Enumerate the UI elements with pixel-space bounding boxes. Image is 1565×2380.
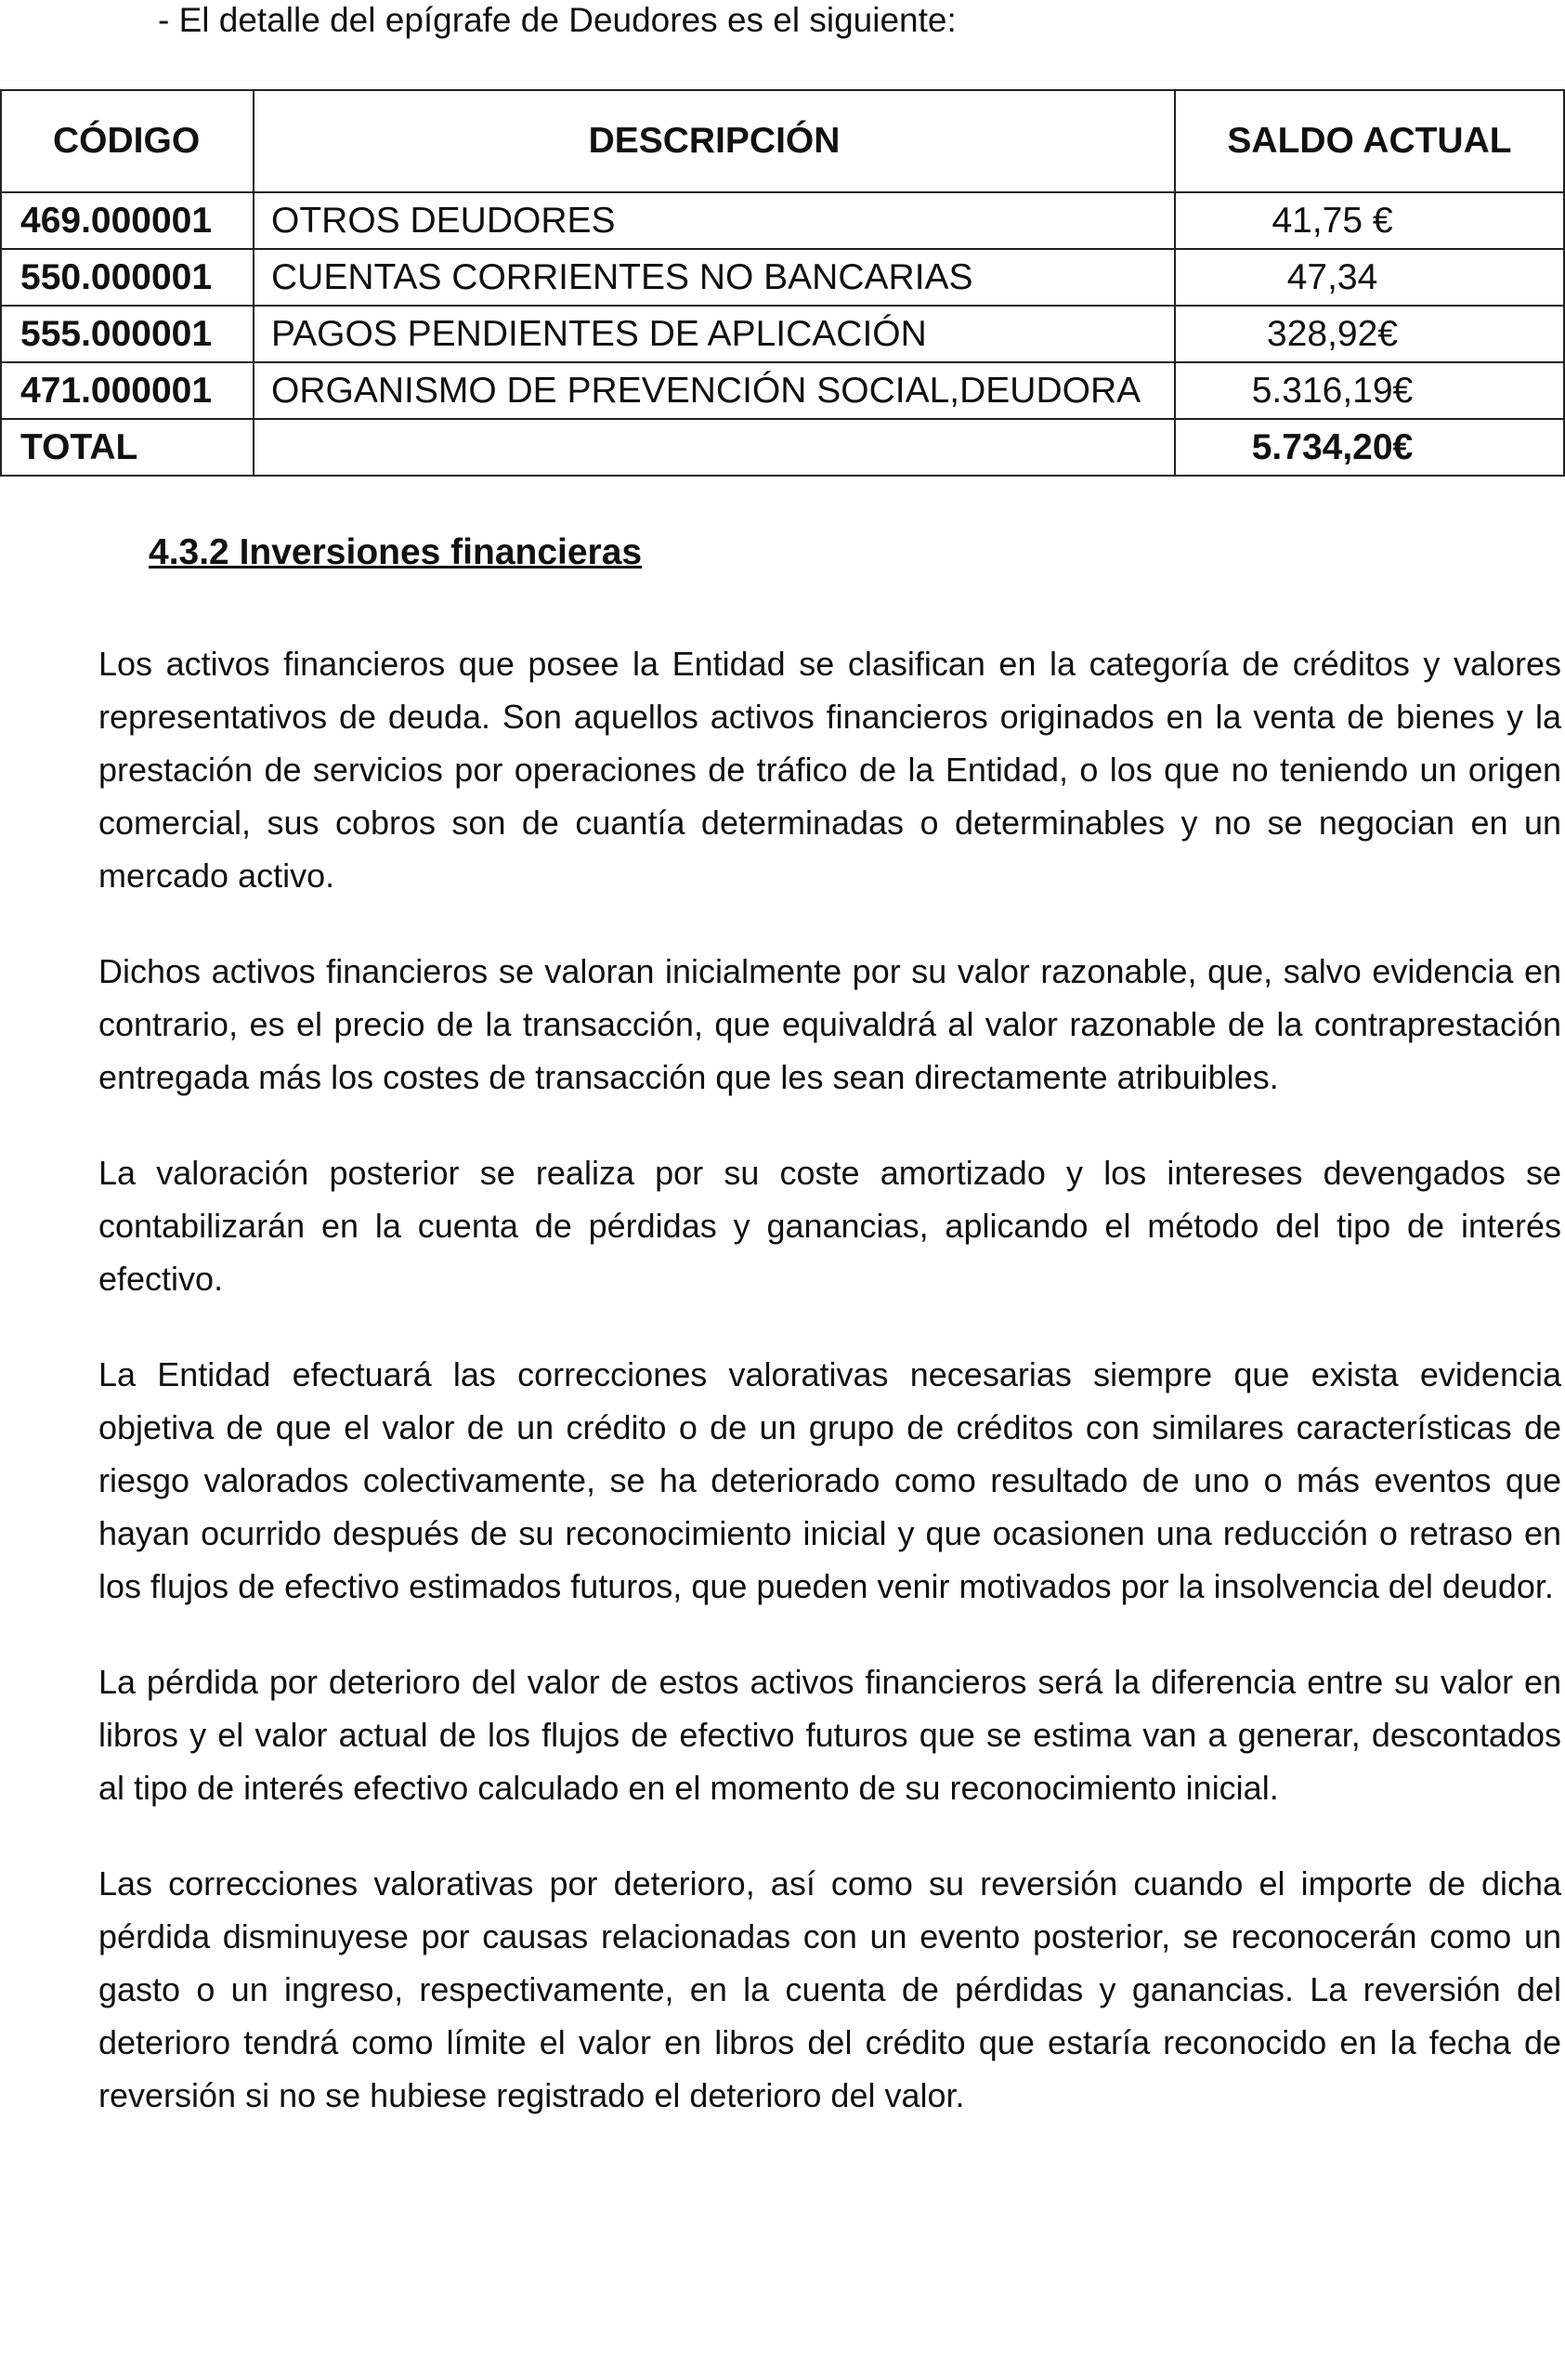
paragraph: La valoración posterior se realiza por su coste amortizado y los intereses devengados se contabilizarán en la cuenta de pérdidas y ganancias, aplicando el método del tipo de interés efectivo.	[98, 1154, 1561, 1298]
debtors-table-container	[0, 89, 1563, 477]
document-body	[98, 637, 1561, 2164]
paragraph: La pérdida por deterioro del valor de estos activos financieros será la diferencia entre su valor en libros y el valor actual de los flujos de efectivo futuros que se estima van a generar, descontados al tipo de interés efectivo calculado en el momento de su reconocimiento inicial.	[98, 1663, 1561, 1807]
paragraph: La Entidad efectuará las correcciones valorativas necesarias siempre que exista evidencia objetiva de que el valor de un crédito o de un grupo de créditos con similares características de riesgo valorados colectivamente, se ha deteriorado como resultado de uno o más eventos que hayan ocurrido después de su reconocimiento inicial y que ocasionen una reducción o retraso en los flujos de efectivo estimados futuros, que pueden venir motivados por la insolvencia del deudor.	[98, 1355, 1561, 1605]
paragraph: Los activos financieros que posee la Entidad se clasifican en la categoría de créditos y valores representativos de deuda. Son aquellos activos financieros originados en la venta de bienes y la prestación de servicios por operaciones de tráfico de la Entidad, o los que no teniendo un origen comercial, sus cobros son de cuantía determinadas o determinables y no se negocian en un mercado activo.	[98, 645, 1561, 895]
header-balance: SALDO ACTUAL	[1175, 90, 1564, 192]
table-row	[1, 192, 1564, 249]
table-row	[1, 306, 1564, 362]
row-description: PAGOS PENDIENTES DE APLICACIÓN	[254, 306, 1175, 362]
header-description: DESCRIPCIÓN	[254, 90, 1175, 192]
row-balance: 41,75 €	[1175, 192, 1564, 249]
row-code: 471.000001	[1, 362, 254, 419]
total-row	[1, 419, 1564, 476]
section-title: 4.3.2 Inversiones financieras	[149, 532, 643, 572]
row-balance: 47,34	[1175, 249, 1564, 306]
row-balance: 328,92€	[1175, 306, 1564, 362]
row-code: 469.000001	[1, 192, 254, 249]
intro-text: - El detalle del epígrafe de Deudores es el siguiente:	[158, 1, 957, 39]
paragraph: Dichos activos financieros se valoran inicialmente por su valor razonable, que, salvo evidencia en contrario, es el precio de la transacción, que equivaldrá al valor razonable de la contraprestación entregada más los costes de transacción que les sean directamente atribuibles.	[98, 952, 1561, 1096]
row-code: 550.000001	[1, 249, 254, 306]
table-row	[1, 362, 1564, 419]
row-description: CUENTAS CORRIENTES NO BANCARIAS	[254, 249, 1175, 306]
header-code: CÓDIGO	[1, 90, 254, 192]
table-row	[1, 249, 1564, 306]
row-description: ORGANISMO DE PREVENCIÓN SOCIAL,DEUDORA	[254, 362, 1175, 419]
row-description: OTROS DEUDORES	[254, 192, 1175, 249]
total-label: TOTAL	[1, 419, 254, 476]
debtors-table	[0, 89, 1565, 477]
paragraph: Las correcciones valorativas por deterioro, así como su reversión cuando el importe de dicha pérdida disminuyese por causas relacionadas con un evento posterior, se reconocerán como un gasto o un ingreso, respectivamente, en la cuenta de pérdidas y ganancias. La reversión del deterioro tendrá como límite el valor en libros del crédito que estaría reconocido en la fecha de reversión si no se hubiese registrado el deterioro del valor.	[98, 1864, 1561, 2114]
total-description-empty	[254, 419, 1175, 476]
table-header-row	[1, 90, 1564, 192]
total-balance: 5.734,20€	[1175, 419, 1564, 476]
row-balance: 5.316,19€	[1175, 362, 1564, 419]
row-code: 555.000001	[1, 306, 254, 362]
